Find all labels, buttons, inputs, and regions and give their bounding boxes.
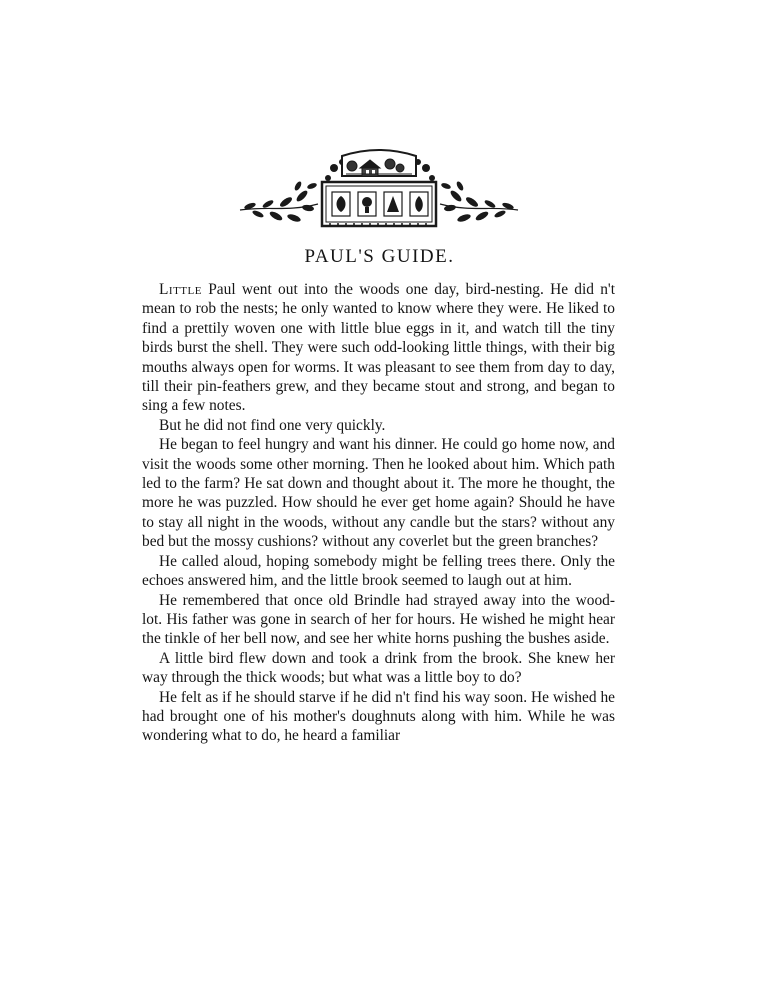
paragraph: He remembered that once old Brindle had strayed away into the wood-lot. His father was gone in search of her for hours. He wished he might hear the tinkle of her bell now, and see her white horns pushing the bushes aside. <box>142 591 615 648</box>
paragraph: A little bird flew down and took a drink from the brook. She knew her way through the thick woods; but what was a little boy to do? <box>142 649 615 687</box>
paragraph: He began to feel hungry and want his dinner. He could go home now, and visit the woods some other morning. Then he looked about him. Which path led to the farm? He sat down and thought about it. The more he thought, the more he was puzzled. How should he ever get home again? Should he have to stay all night in the woods, without any candle but the stars? without any bed but the mossy cushions? without any coverlet but the green branches? <box>142 436 615 551</box>
floral-headpiece-icon <box>238 146 520 236</box>
paragraph: But he did not find one very quickly. <box>159 416 386 434</box>
paragraph: He felt as if he should starve if he did n't find his way soon. He wished he had brought one of his mother's doughnuts along with him. While he was wondering what to do, he heard a familiar <box>142 688 615 745</box>
drop-word: Little <box>159 281 202 298</box>
body-text <box>142 280 615 746</box>
paragraph-text: Paul went out into the woods one day, bird-nesting. He did n't mean to rob the nests; he only wanted to know where they were. He liked to find a prettily woven one with little blue eggs in it, and watch till the tiny birds burst the shell. They were such odd-looking little things, with their big mouths always open for worms. It was pleasant to see them from day to day, till their pin-feathers grew, and they became stout and strong, and began to sing a few notes. <box>142 281 615 415</box>
paragraph: He called aloud, hoping somebody might be felling trees there. Only the echoes answered him, and the little brook seemed to laugh out at him. <box>142 552 615 590</box>
page-title: PAUL'S GUIDE. <box>304 246 455 267</box>
paragraph <box>142 280 615 416</box>
